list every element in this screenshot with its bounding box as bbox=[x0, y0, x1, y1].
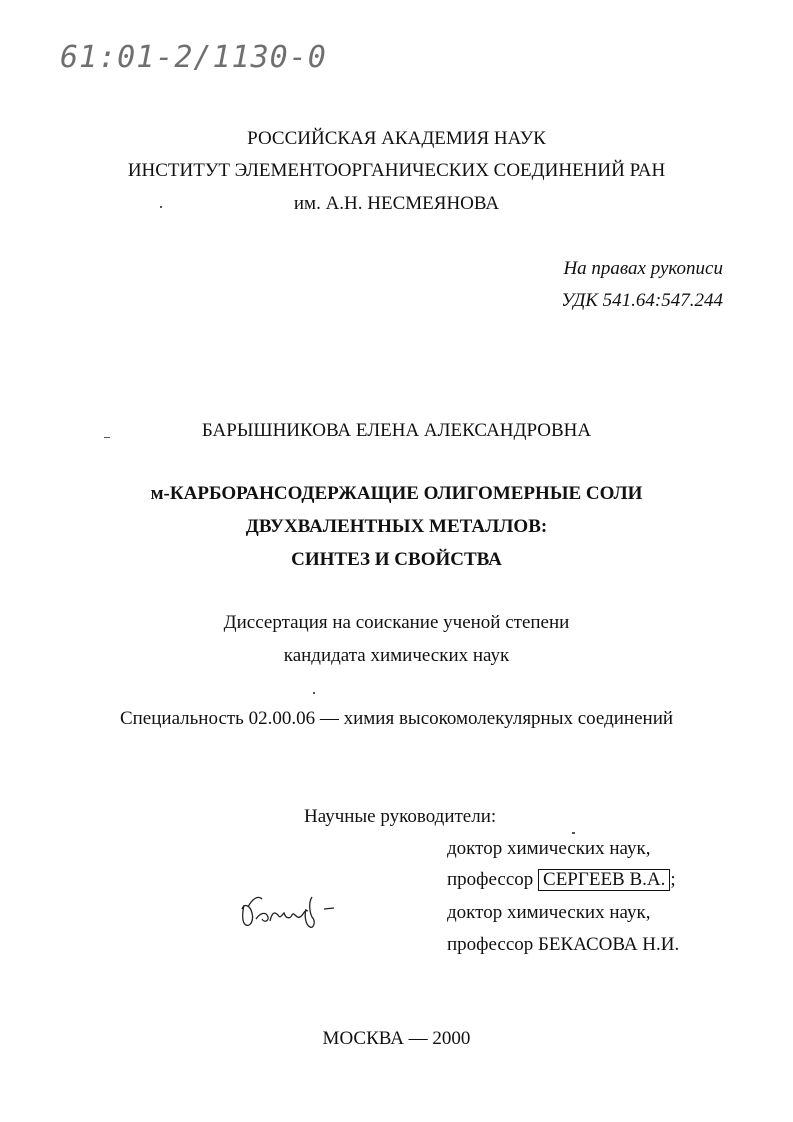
archive-number-handwritten: 61:01-2/1130-0 bbox=[60, 40, 327, 75]
supervisor-1 bbox=[447, 869, 676, 891]
supervisor-1-degree: доктор химических наук, bbox=[447, 838, 651, 859]
institute-name: ИНСТИТУТ ЭЛЕМЕНТООРГАНИЧЕСКИХ СОЕДИНЕНИЙ РАН bbox=[127, 160, 666, 181]
thesis-title-line-2: ДВУХВАЛЕНТНЫХ МЕТАЛЛОВ: bbox=[245, 516, 548, 537]
supervisor-2: профессор БЕКАСОВА Н.И. bbox=[447, 934, 680, 955]
degree-line-1: Диссертация на соискание ученой степени bbox=[223, 612, 570, 633]
specialty: Специальность 02.00.06 — химия высокомолекулярных соединений bbox=[119, 708, 674, 729]
manuscript-rights: На правах рукописи bbox=[563, 258, 723, 279]
supervisor-1-title: профессор bbox=[447, 869, 534, 890]
supervisors-heading: Научные руководители: bbox=[304, 806, 497, 827]
supervisor-1-separator: ; bbox=[670, 869, 676, 890]
thesis-title-line-1: м-КАРБОРАНСОДЕРЖАЩИЕ ОЛИГОМЕРНЫЕ СОЛИ bbox=[150, 483, 643, 504]
scan-speck bbox=[160, 206, 162, 208]
scan-speck bbox=[104, 437, 110, 438]
institute-named-after: им. А.Н. НЕСМЕЯНОВА bbox=[293, 193, 500, 214]
scan-speck bbox=[313, 692, 315, 694]
supervisor-1-name-boxed: СЕРГЕЕВ В.А. bbox=[538, 869, 670, 891]
udc-code: УДК 541.64:547.244 bbox=[561, 290, 723, 311]
author-signature bbox=[238, 885, 348, 930]
author-name: БАРЫШНИКОВА ЕЛЕНА АЛЕКСАНДРОВНА bbox=[201, 420, 592, 441]
scan-speck bbox=[572, 832, 575, 834]
city-year: МОСКВА — 2000 bbox=[322, 1028, 471, 1049]
supervisor-2-degree: доктор химических наук, bbox=[447, 902, 651, 923]
thesis-title-line-3: СИНТЕЗ И СВОЙСТВА bbox=[291, 549, 502, 570]
academy-name: РОССИЙСКАЯ АКАДЕМИЯ НАУК bbox=[247, 128, 546, 149]
degree-line-2: кандидата химических наук bbox=[283, 645, 510, 666]
